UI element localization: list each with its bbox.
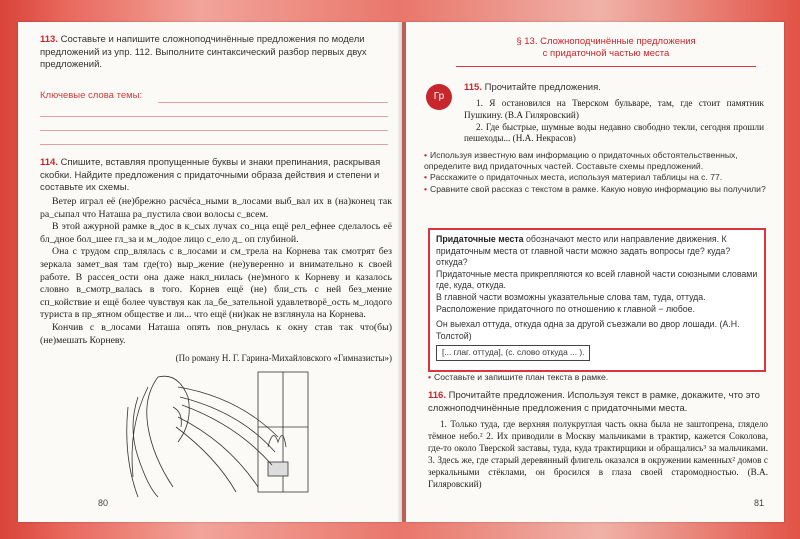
task-115-text: Прочитайте предложения. xyxy=(484,82,601,93)
keywords-line xyxy=(158,102,388,103)
right-page xyxy=(406,22,784,522)
task-116-text-block: 1. Только туда, где верхняя полукруглая часть окна была не заштопрена, глядело тёмное небо.² 2. Их приводили в Москву мальчиками в трактир, кажется Соколова, где-то около Тверской заставы, туда, куда трактирщики и обращались³ за мальчиками. 3. Здесь же, где старый деревянный флигель оказался в окружении каменных² домов с зеркальными стёклами, он бросился в глаза своей старомодностью. (В.А. Гиляровский) xyxy=(428,419,768,489)
exercise-paragraph: Кончив с в_лосами Наташа опять пов_рнулась к окну став так что(бы) (не)мешать Корневу. xyxy=(40,321,392,346)
after-box-bullet: • Составьте и запишите план текста в рамке. xyxy=(428,372,609,382)
section-underline xyxy=(456,66,756,67)
section-title-line2: с придаточной частью места xyxy=(542,48,670,59)
task-115 xyxy=(464,82,764,95)
section-title xyxy=(446,36,766,60)
task-116-text: Прочитайте предложения. Используя текст в рамке, докажите, что это сложноподчинённые предложения с придаточными места. xyxy=(428,390,760,414)
bullet-item: • Сравните свой рассказ с текстом в рамке. Какую новую информацию вы получили? xyxy=(424,183,766,194)
source-citation: (По роману Н. Г. Гарина-Михайловского «Гимназисты») xyxy=(175,353,392,363)
rule-example: Он выехал оттуда, откуда одна за другой съезжали во двор лошади. (А.Н. Толстой) xyxy=(436,319,740,341)
rule-line3: В главной части возможны указательные слова там, туда, оттуда. xyxy=(436,291,706,302)
girl-illustration xyxy=(118,367,318,502)
exercise-paragraph: В этой ажурной рамке в_дос в к_сых лучах со_нца ещё рел_ефнее сделалось её бл_дное бол_шее гл_за и м_лодое лицо с_ело д_ оп глубиной. xyxy=(40,221,392,245)
assignment-bullets xyxy=(424,150,769,195)
task-113-text: Составьте и напишите сложноподчинённые предложения по модели предложений из упр. 112. Выполните синтаксический разбор первых двух предложений. xyxy=(40,34,367,70)
rule-schema: [... глаг. оттуда], (с. слово откуда ... ). xyxy=(436,345,590,361)
rule-line2: Придаточные места прикрепляются ко всей главной части союзными словами где, куда, откуда. xyxy=(436,268,758,291)
left-page xyxy=(18,22,402,522)
bullet-item: • Используя известную вам информацию о придаточных обстоятельственных, определите вид придаточных частей. Составьте схемы предложений. xyxy=(424,150,738,172)
task-114-text: Спишите, вставляя пропущенные буквы и знаки препинания, раскрывая скобки. Найдите предложения с придаточными образа действия и степени и составьте их схемы. xyxy=(40,157,381,193)
sentence: 1. Я остановился на Тверском бульваре, там, где стоит памятник Пушкину. (В.А Гиляровский) xyxy=(464,98,764,120)
grammar-badge-icon: Гр xyxy=(426,84,452,110)
keywords-label: Ключевые слова темы: xyxy=(40,90,143,101)
exercise-paragraph: Ветер играл её (не)брежно расчёса_ными в_лосами выб_вал их в (на)конец так ра_сыпал что Наташа ра_пустила свои волосы с_всем. xyxy=(40,196,392,220)
task-115-number: 115. xyxy=(464,82,482,93)
rule-line1: Придаточные места обозначают место или направление движения. К придаточным места от главной части можно задать вопросы где? куда? откуда? xyxy=(436,234,731,268)
task-114 xyxy=(40,157,392,195)
bullet-item: • Расскажите о придаточных места, используя материал таблицы на с. 77. xyxy=(424,172,723,183)
sentence: 2. Где быстрые, шумные воды недавно свободно текли, сегодня прошли пешеходы... (Н.А. Некрасов) xyxy=(464,121,764,144)
writing-line xyxy=(40,116,388,117)
exercise-text xyxy=(40,196,392,347)
rule-box xyxy=(428,228,766,372)
exercise-paragraph: Она с трудом спр_влялась с в_лосами и см_трела на Корнева так смотрят без зеркала замет_вая там где(то) выр_жение (не)уверенно и внимательно к своей работе. В рассея_ости она даже накл_нилась (не)много к Корневу и казалось словно в_смотр_валась в того. Корнев ещё (не) бли_сть с ней без_мение сп_койствие и ещё более чувствуя как ла_бе_зательной удавлетворё_ость м_лодого туриста в пр_ятном обществе и ли... что ещё (ни)как не взглянула на Корнева. xyxy=(40,246,392,321)
task-113-number: 113. xyxy=(40,34,58,45)
page-number-left: 80 xyxy=(98,498,109,508)
task-115-sentences xyxy=(464,98,764,145)
task-116 xyxy=(428,390,768,415)
task-114-number: 114. xyxy=(40,157,58,168)
writing-line xyxy=(40,130,388,131)
task-116-number: 116. xyxy=(428,390,446,401)
writing-line xyxy=(40,144,388,145)
task-113 xyxy=(40,34,392,72)
rule-line4: Расположение придаточного по отношению к главной − любое. xyxy=(436,303,695,314)
page-number-right: 81 xyxy=(753,498,764,508)
section-title-line1: § 13. Сложноподчинённые предложения xyxy=(516,36,696,47)
